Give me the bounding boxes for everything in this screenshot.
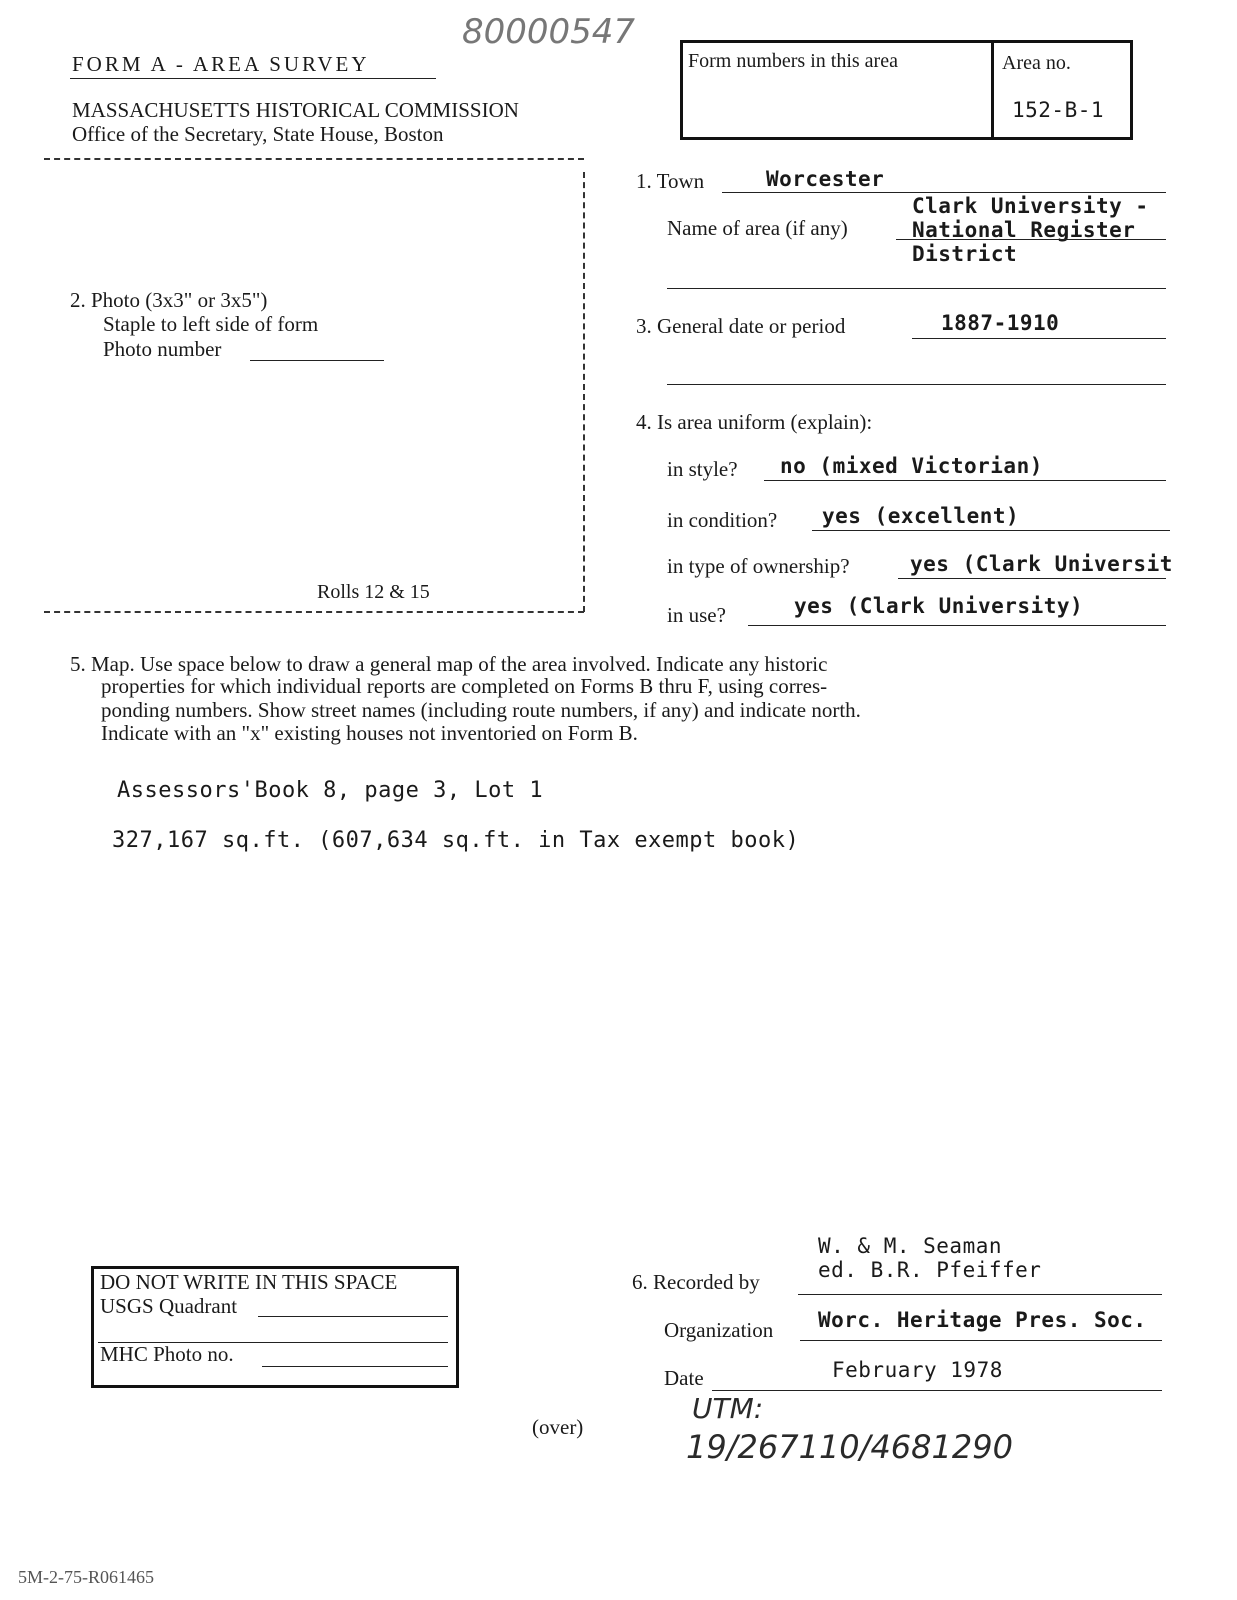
utm-label: UTM: bbox=[692, 1392, 764, 1425]
office-address: Office of the Secretary, State House, Boston bbox=[72, 122, 444, 146]
date-line[interactable] bbox=[712, 1390, 1162, 1391]
q1-label: 1. Town bbox=[636, 169, 705, 193]
utm-value: 19/267110/4681290 bbox=[686, 1428, 1013, 1466]
date-label: Date bbox=[664, 1366, 704, 1390]
period-value: 1887-1910 bbox=[941, 311, 1060, 335]
period-line[interactable] bbox=[912, 338, 1166, 339]
area-no-value: 152-B-1 bbox=[1012, 98, 1105, 122]
photo-number-line[interactable] bbox=[250, 360, 384, 361]
name-of-area-line-1: Clark University - bbox=[912, 194, 1149, 218]
name-of-area-line[interactable] bbox=[896, 239, 1166, 240]
use-label: in use? bbox=[667, 603, 726, 627]
q5-line-1: 5. Map. Use space below to draw a general map of the area involved. Indicate any historic bbox=[70, 652, 828, 676]
style-value: no (mixed Victorian) bbox=[780, 454, 1043, 478]
date-value: February 1978 bbox=[832, 1358, 1003, 1382]
use-line[interactable] bbox=[748, 625, 1166, 626]
organization-value: Worc. Heritage Pres. Soc. bbox=[818, 1308, 1147, 1332]
recorded-by-line-1: W. & M. Seaman bbox=[818, 1234, 1003, 1258]
form-title-underline bbox=[70, 78, 436, 79]
over-label: (over) bbox=[532, 1415, 584, 1439]
name-of-area-label: Name of area (if any) bbox=[667, 216, 848, 240]
name-of-area-line-3: District bbox=[912, 242, 1018, 266]
photo-number-label: Photo number bbox=[103, 337, 222, 361]
photo-area-top-dash bbox=[44, 158, 584, 160]
ownership-value: yes (Clark Universit bbox=[910, 552, 1173, 576]
mhc-photo-label: MHC Photo no. bbox=[100, 1342, 234, 1366]
town-line[interactable] bbox=[722, 192, 1166, 193]
q5-line-4: Indicate with an "x" existing houses not inventoried on Form B. bbox=[101, 721, 638, 745]
use-value: yes (Clark University) bbox=[794, 594, 1084, 618]
q5-line-2: properties for which individual reports are completed on Forms B thru F, using corres- bbox=[101, 674, 828, 698]
organization-label: Organization bbox=[664, 1318, 774, 1342]
q2-label: 2. Photo (3x3" or 3x5") bbox=[70, 288, 268, 312]
form-numbers-label: Form numbers in this area bbox=[688, 50, 898, 72]
condition-line[interactable] bbox=[812, 530, 1170, 531]
photo-area-bottom-dash bbox=[44, 611, 584, 613]
usgs-line[interactable] bbox=[258, 1316, 448, 1317]
period-extra-line[interactable] bbox=[667, 384, 1166, 385]
rolls-note: Rolls 12 & 15 bbox=[317, 581, 430, 603]
recorded-by-line[interactable] bbox=[798, 1294, 1162, 1295]
sqft-line: 327,167 sq.ft. (607,634 sq.ft. in Tax exempt book) bbox=[112, 828, 800, 853]
name-of-area-line-2: National Register bbox=[912, 218, 1136, 242]
commission-name: MASSACHUSETTS HISTORICAL COMMISSION bbox=[72, 98, 519, 122]
organization-line[interactable] bbox=[800, 1340, 1162, 1341]
usgs-label: USGS Quadrant bbox=[100, 1294, 238, 1318]
footer-code: 5M-2-75-R061465 bbox=[18, 1567, 154, 1587]
style-label: in style? bbox=[667, 457, 738, 481]
photo-area-right-dash bbox=[583, 172, 585, 612]
form-title: FORM A - AREA SURVEY bbox=[72, 52, 370, 76]
staple-label: Staple to left side of form bbox=[103, 312, 319, 336]
q4-label: 4. Is area uniform (explain): bbox=[636, 410, 873, 434]
handwritten-id: 80000547 bbox=[462, 12, 636, 52]
ownership-label: in type of ownership? bbox=[667, 554, 850, 578]
area-no-label: Area no. bbox=[1002, 52, 1071, 74]
q6-label: 6. Recorded by bbox=[632, 1270, 760, 1294]
name-of-area-extra-line[interactable] bbox=[667, 288, 1166, 289]
town-value: Worcester bbox=[766, 167, 885, 191]
q3-label: 3. General date or period bbox=[636, 314, 846, 338]
recorded-by-line-2: ed. B.R. Pfeiffer bbox=[818, 1258, 1042, 1282]
form-numbers-divider bbox=[991, 40, 994, 140]
do-not-write-label: DO NOT WRITE IN THIS SPACE bbox=[100, 1270, 398, 1294]
style-line[interactable] bbox=[764, 480, 1166, 481]
ownership-line[interactable] bbox=[898, 578, 1166, 579]
q5-line-3: ponding numbers. Show street names (including route numbers, if any) and indicate north. bbox=[101, 698, 861, 722]
mhc-photo-line[interactable] bbox=[262, 1366, 448, 1367]
assessors-line: Assessors'Book 8, page 3, Lot 1 bbox=[117, 778, 544, 803]
condition-value: yes (excellent) bbox=[822, 504, 1020, 528]
condition-label: in condition? bbox=[667, 508, 778, 532]
